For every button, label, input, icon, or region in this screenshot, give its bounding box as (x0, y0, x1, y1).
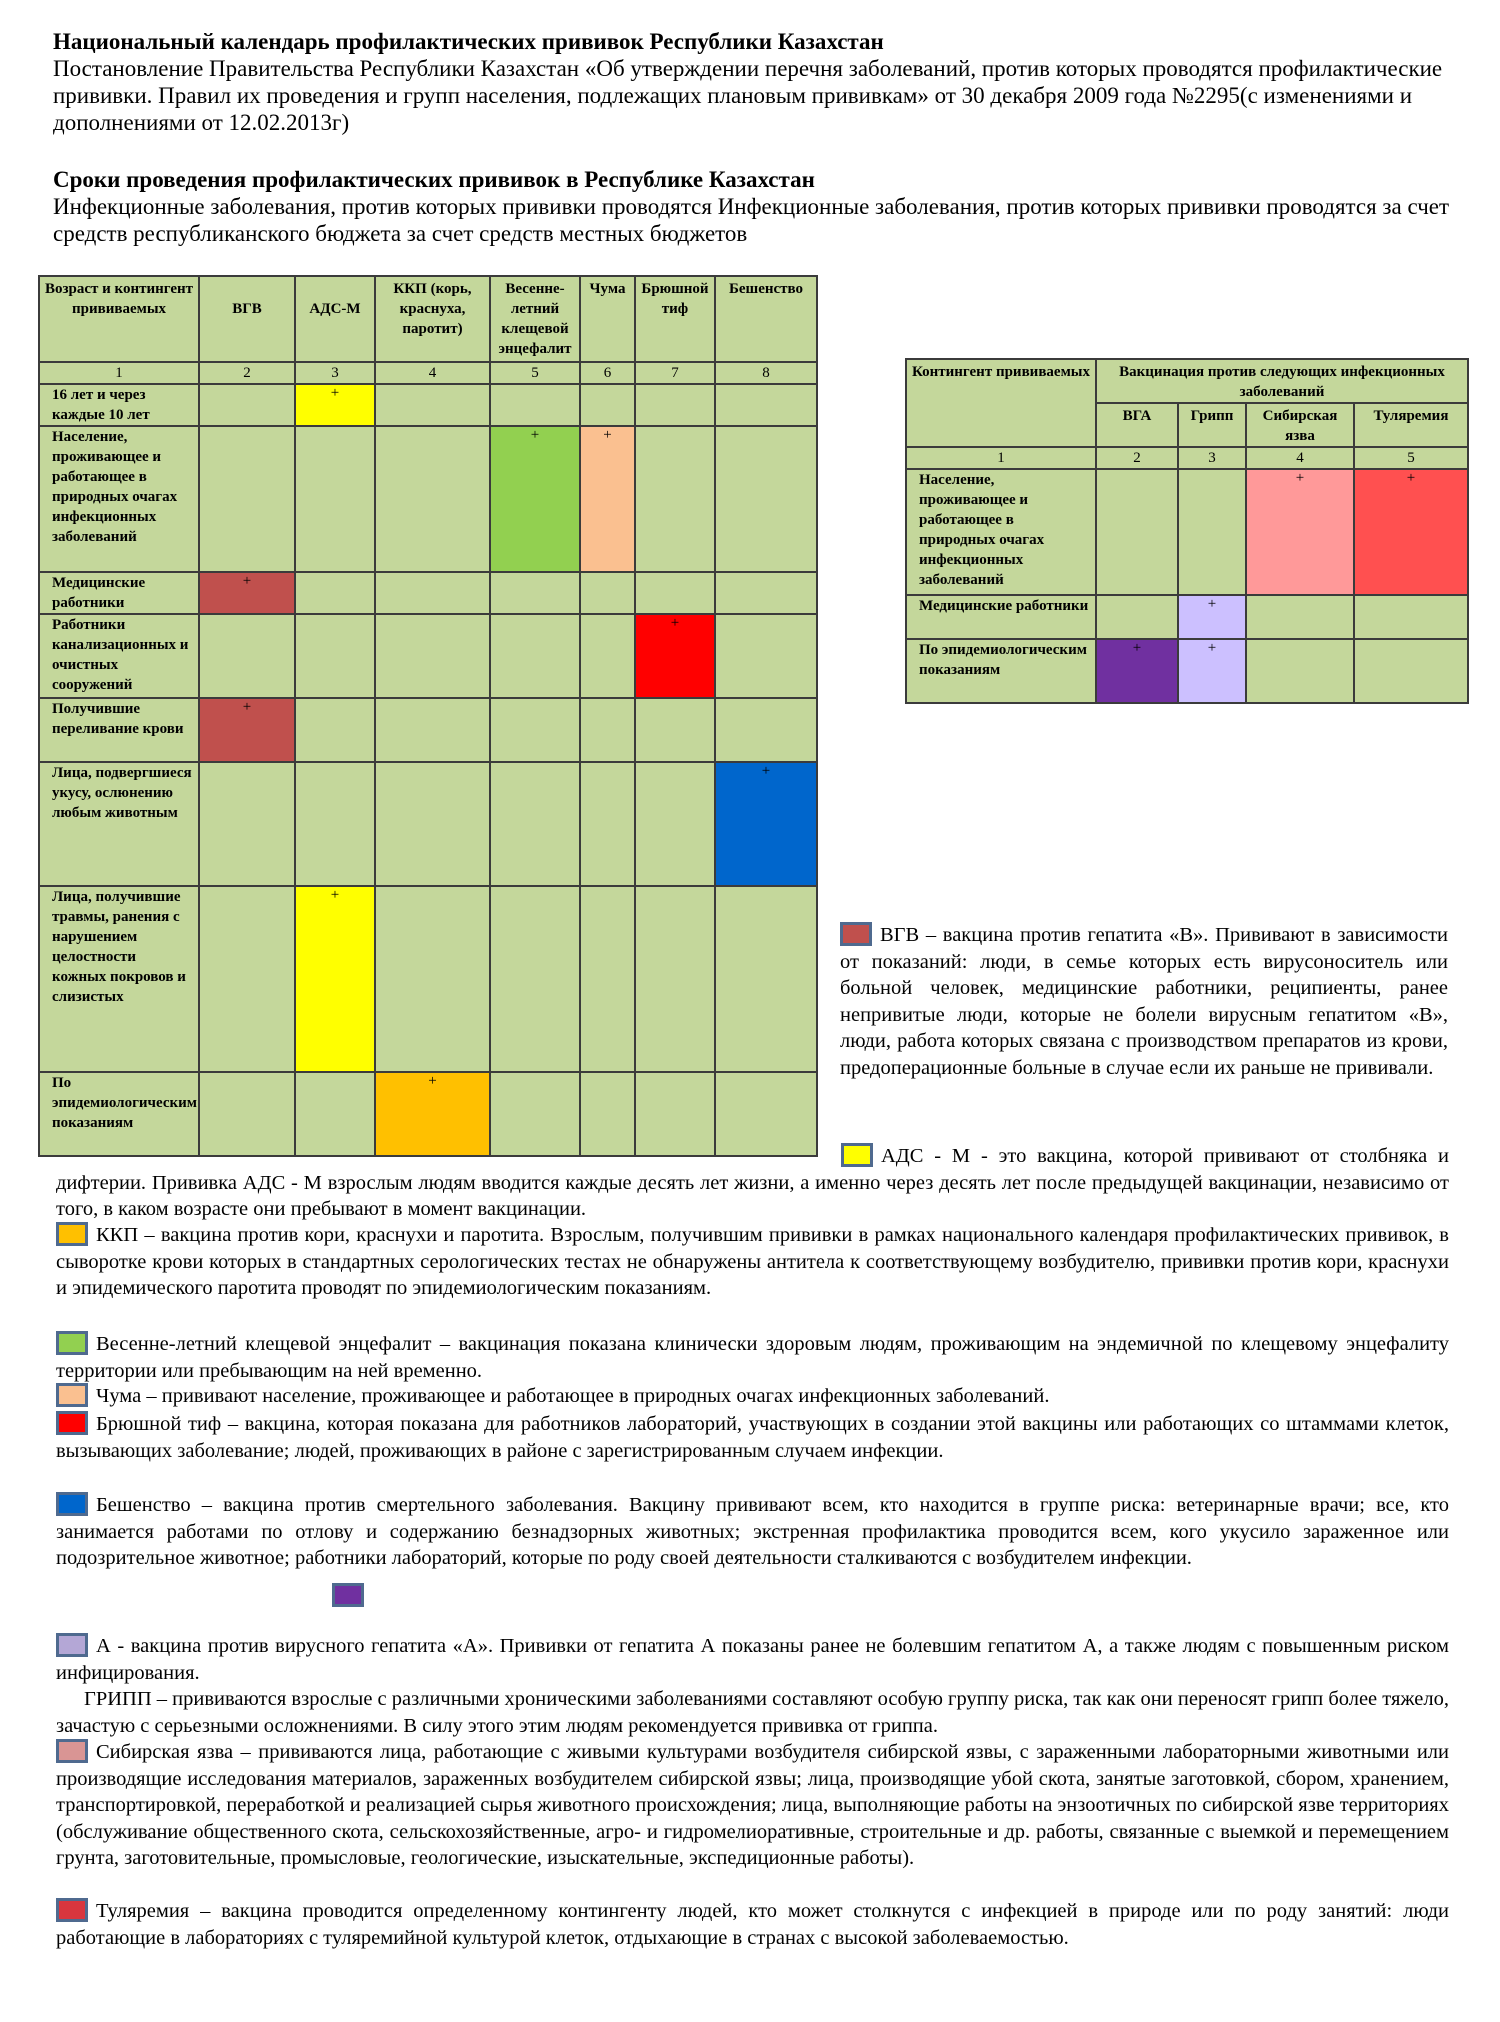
col-header-contingent: Возраст и контингент прививаемых (39, 276, 199, 362)
row-label: По эпидемиологическим показаниям (906, 639, 1096, 703)
tularemia-mark: + (1354, 469, 1468, 595)
vgv-swatch-icon (840, 922, 872, 946)
document-header (53, 28, 1473, 136)
table-cell (1096, 469, 1178, 595)
adsm-mark: + (295, 384, 375, 426)
legend-flu (56, 1686, 1449, 1739)
table-cell (295, 572, 375, 614)
table-cell (375, 426, 490, 572)
table-cell (635, 762, 715, 886)
table-cell (635, 698, 715, 762)
col-number: 5 (1354, 447, 1468, 469)
col-number: 7 (635, 362, 715, 384)
col-header-anthrax: Сибирская язва (1246, 403, 1354, 447)
table-cell (199, 886, 295, 1072)
table-cell (490, 572, 580, 614)
table-cell (1246, 595, 1354, 639)
legend-kkp (56, 1222, 1449, 1302)
tularemia-swatch-icon (56, 1898, 88, 1922)
anthrax-mark: + (1246, 469, 1354, 595)
hepa-mark: + (1096, 639, 1178, 703)
legend-hepa (56, 1633, 1449, 1686)
col-header-typhoid: Брюшной тиф (635, 276, 715, 362)
table-cell (1354, 595, 1468, 639)
legend-plague (56, 1383, 1449, 1410)
col-number: 3 (295, 362, 375, 384)
legend-typhoid-text: Брюшной тиф – вакцина, которая показана для работников лабораторий, участвующих в создании этой вакцины или работающих со штаммами клеток, вызывающих заболевание; людей, проживающих в районе с зарегистрированным случаем инфекции. (56, 1413, 1449, 1462)
table-cell (580, 698, 635, 762)
kkp-mark: + (375, 1072, 490, 1156)
table-cell (490, 698, 580, 762)
encephalitis-swatch-icon (56, 1331, 88, 1355)
table-cell (580, 762, 635, 886)
row-label: Работники канализационных и очистных сооружений (39, 614, 199, 698)
col-header-hepa: ВГА (1096, 403, 1178, 447)
plague-mark: + (580, 426, 635, 572)
legend-plague-text: Чума – прививают население, проживающее и работающее в природных очагах инфекционных заболеваний. (96, 1385, 1050, 1407)
col-header-tularemia: Туляремия (1354, 403, 1468, 447)
row-label: Лица, получившие травмы, ранения с нарушением целостности кожных покровов и слизистых (39, 886, 199, 1072)
table-cell (490, 762, 580, 886)
table-cell (715, 614, 817, 698)
table-cell (375, 762, 490, 886)
legend-anthrax (56, 1739, 1449, 1872)
col-header-vgv: ВГВ (199, 276, 295, 362)
legend-tularemia (56, 1898, 1449, 1951)
col-number: 4 (1246, 447, 1354, 469)
col-number: 6 (580, 362, 635, 384)
rabies-mark: + (715, 762, 817, 886)
col-header-plague: Чума (580, 276, 635, 362)
table-cell (490, 614, 580, 698)
table-cell (375, 698, 490, 762)
adsm-swatch-icon (841, 1143, 873, 1167)
legend-rabies (56, 1492, 1449, 1572)
typhoid-mark: + (635, 614, 715, 698)
table-cell (199, 614, 295, 698)
col-header-encephalitis: Весенне-летний клещевой энцефалит (490, 276, 580, 362)
table-cell (295, 614, 375, 698)
row-label: Медицинские работники (39, 572, 199, 614)
flu-mark: + (1178, 639, 1246, 703)
col-header-contingent: Контингент прививаемых (906, 359, 1096, 447)
decree-text: Постановление Правительства Республики Казахстан «Об утверждении перечня заболеваний, против которых проводятся профилактические прививки. Правил их проведения и групп населения, подлежащих плановым прививкам» от 30 декабря 2009 года №2295(с изменениями и дополнениями от 12.02.2013г) (53, 56, 1443, 135)
section-subtitle: Инфекционные заболевания, против которых прививки проводятся Инфекционные заболевания, против которых прививки проводятся за счет средств республиканского бюджета за счет средств местных бюджетов (53, 194, 1450, 246)
legend-flu-text: ГРИПП – прививаются взрослые с различными хроническими заболеваниями составляют особую группу риска, так как они переносят грипп более тяжело, зачастую с серьезными осложнениями. В силу этого этим людям рекомендуется прививка от гриппа. (56, 1688, 1449, 1737)
legend-vgv-text: ВГВ – вакцина против гепатита «В». Прививают в зависимости от показаний: люди, в семье которых есть вирусоноситель или больной человек, медицинские работники, реципиенты, ранее непривитые люди, которые не болели вирусным гепатитом «В», люди, работа которых связана с производством препаратов из крови, предоперационные больные в случае если их раньше не прививали. (840, 924, 1448, 1079)
table-cell (715, 384, 817, 426)
anthrax-swatch-icon (56, 1739, 88, 1763)
table-cell (635, 886, 715, 1072)
legend-kkp-text: ККП – вакцина против кори, краснухи и паротита. Взрослым, получившим прививки в рамках национального календаря профилактических прививок, в сыворотке крови которых в стандартных серологических тестах не обнаружены антитела к соответствующему возбудителю, прививки против кори, краснухи и эпидемического паротита проводят по эпидемиологическим показаниям. (56, 1224, 1449, 1299)
table-cell (635, 384, 715, 426)
local-budget-table (905, 358, 1469, 704)
legend-vgv (840, 922, 1448, 1081)
table-cell (1096, 595, 1178, 639)
table-cell (375, 886, 490, 1072)
table-cell (490, 384, 580, 426)
table-cell (715, 572, 817, 614)
row-label: Население, проживающее и работающее в природных очагах инфекционных заболеваний (39, 426, 199, 572)
col-number: 5 (490, 362, 580, 384)
kkp-swatch-icon (56, 1222, 88, 1246)
col-number: 1 (906, 447, 1096, 469)
table-cell (199, 426, 295, 572)
rabies-swatch-icon (56, 1492, 88, 1516)
table-cell (1354, 639, 1468, 703)
table-cell (295, 426, 375, 572)
typhoid-swatch-icon (56, 1411, 88, 1435)
col-number: 4 (375, 362, 490, 384)
document-title: Национальный календарь профилактических прививок Республики Казахстан (53, 29, 884, 54)
col-number: 2 (199, 362, 295, 384)
flu-mark: + (1178, 595, 1246, 639)
table-cell (715, 886, 817, 1072)
plague-swatch-icon (56, 1383, 88, 1407)
row-label: Медицинские работники (906, 595, 1096, 639)
table-cell (199, 762, 295, 886)
table-cell (580, 614, 635, 698)
col-header-vaccination: Вакцинация против следующих инфекционных заболеваний (1096, 359, 1468, 403)
table-cell (375, 384, 490, 426)
legend-rabies-text: Бешенство – вакцина против смертельного заболевания. Вакцину прививают всем, кто находится в группе риска: ветеринарные врачи; все, кто занимается работами по отлову и содержанию безнадзорных животных; экстренная профилактика проводится всем, кого укусило зараженное или подозрительное животное; работники лабораторий, которые по роду своей деятельности сталкиваются с возбудителем инфекции. (56, 1494, 1449, 1569)
col-number: 8 (715, 362, 817, 384)
hepa-purple-swatch-icon (332, 1583, 364, 1607)
hepa-swatch-icon (56, 1633, 88, 1657)
col-header-kkp: ККП (корь, краснуха, паротит) (375, 276, 490, 362)
legend-hepa-text: А - вакцина против вирусного гепатита «А». Прививки от гепатита А показаны ранее не болевшим гепатитом А, а также людям с повышенным риском инфицирования. (56, 1635, 1449, 1684)
vgv-mark: + (199, 698, 295, 762)
table-cell (715, 698, 817, 762)
table-cell (635, 572, 715, 614)
table-cell (1178, 469, 1246, 595)
section-title: Сроки проведения профилактических прививок в Республике Казахстан (53, 167, 815, 192)
col-number: 2 (1096, 447, 1178, 469)
table-cell (580, 572, 635, 614)
legend-tularemia-text: Туляремия – вакцина проводится определенному контингенту людей, кто может столкнутся с инфекцией в природе или по роду занятий: люди работающие в лабораториях с туляремийной культурой клеток, отдыхающие в странах с высокой заболеваемостью. (56, 1900, 1449, 1949)
legend-encephalitis (56, 1331, 1449, 1384)
legend-encephalitis-text: Весенне-летний клещевой энцефалит – вакцинация показана клинически здоровым людям, проживающим на эндемичной по клещевому энцефалиту территории или пребывающим на ней временно. (56, 1333, 1449, 1382)
legend-adsm-text: АДС - М - это вакцина, которой прививают от столбняка и дифтерии. Прививка АДС - М взрослым людям вводится каждые десять лет жизни, а именно через десять лет после предыдущей вакцинации, независимо от того, в каком возрасте они пребывают в момент вакцинации. (56, 1145, 1449, 1220)
col-number: 3 (1178, 447, 1246, 469)
col-header-adsm: АДС-М (295, 276, 375, 362)
col-header-rabies: Бешенство (715, 276, 817, 362)
encephalitis-mark: + (490, 426, 580, 572)
table-cell (199, 384, 295, 426)
row-label: Получившие переливание крови (39, 698, 199, 762)
row-label: Население, проживающее и работающее в природных очагах инфекционных заболеваний (906, 469, 1096, 595)
legend-anthrax-text: Сибирская язва – прививаются лица, работающие с живыми культурами возбудителя сибирской язвы, с зараженными лабораторными животными или производящие исследования материалов, зараженных возбудителем сибирской язвы; лица, производящие убой скота, занятые заготовкой, сбором, хранением, транспортировкой, переработкой и реализацией сырья животного происхождения; лица, выполняющие работы на энзоотичных по сибирской язве территориях (обслуживание общественного скота, сельскохозяйственные, агро- и гидромелиоративные, строительные и др. работы, связанные с выемкой и перемещением грунта, заготовительные, промысловые, геологические, изыскательные, экспедиционные работы). (56, 1741, 1449, 1869)
vgv-mark: + (199, 572, 295, 614)
row-label: 16 лет и через каждые 10 лет (39, 384, 199, 426)
col-number: 1 (39, 362, 199, 384)
section-header (53, 166, 1473, 247)
table-cell (635, 426, 715, 572)
adsm-mark: + (295, 886, 375, 1072)
table-cell (580, 886, 635, 1072)
national-schedule-table (38, 275, 818, 1157)
table-cell (375, 572, 490, 614)
table-cell (715, 426, 817, 572)
table-cell (490, 886, 580, 1072)
table-cell (295, 762, 375, 886)
table-cell (580, 384, 635, 426)
table-cell (1246, 639, 1354, 703)
legend-adsm (56, 1143, 1449, 1223)
row-label: По эпидемиологическим показаниям (39, 1072, 199, 1156)
col-header-flu: Грипп (1178, 403, 1246, 447)
row-label: Лица, подвергшиеся укусу, ослюнению любым животным (39, 762, 199, 886)
table-cell (295, 698, 375, 762)
legend-typhoid (56, 1411, 1449, 1464)
table-cell (375, 614, 490, 698)
